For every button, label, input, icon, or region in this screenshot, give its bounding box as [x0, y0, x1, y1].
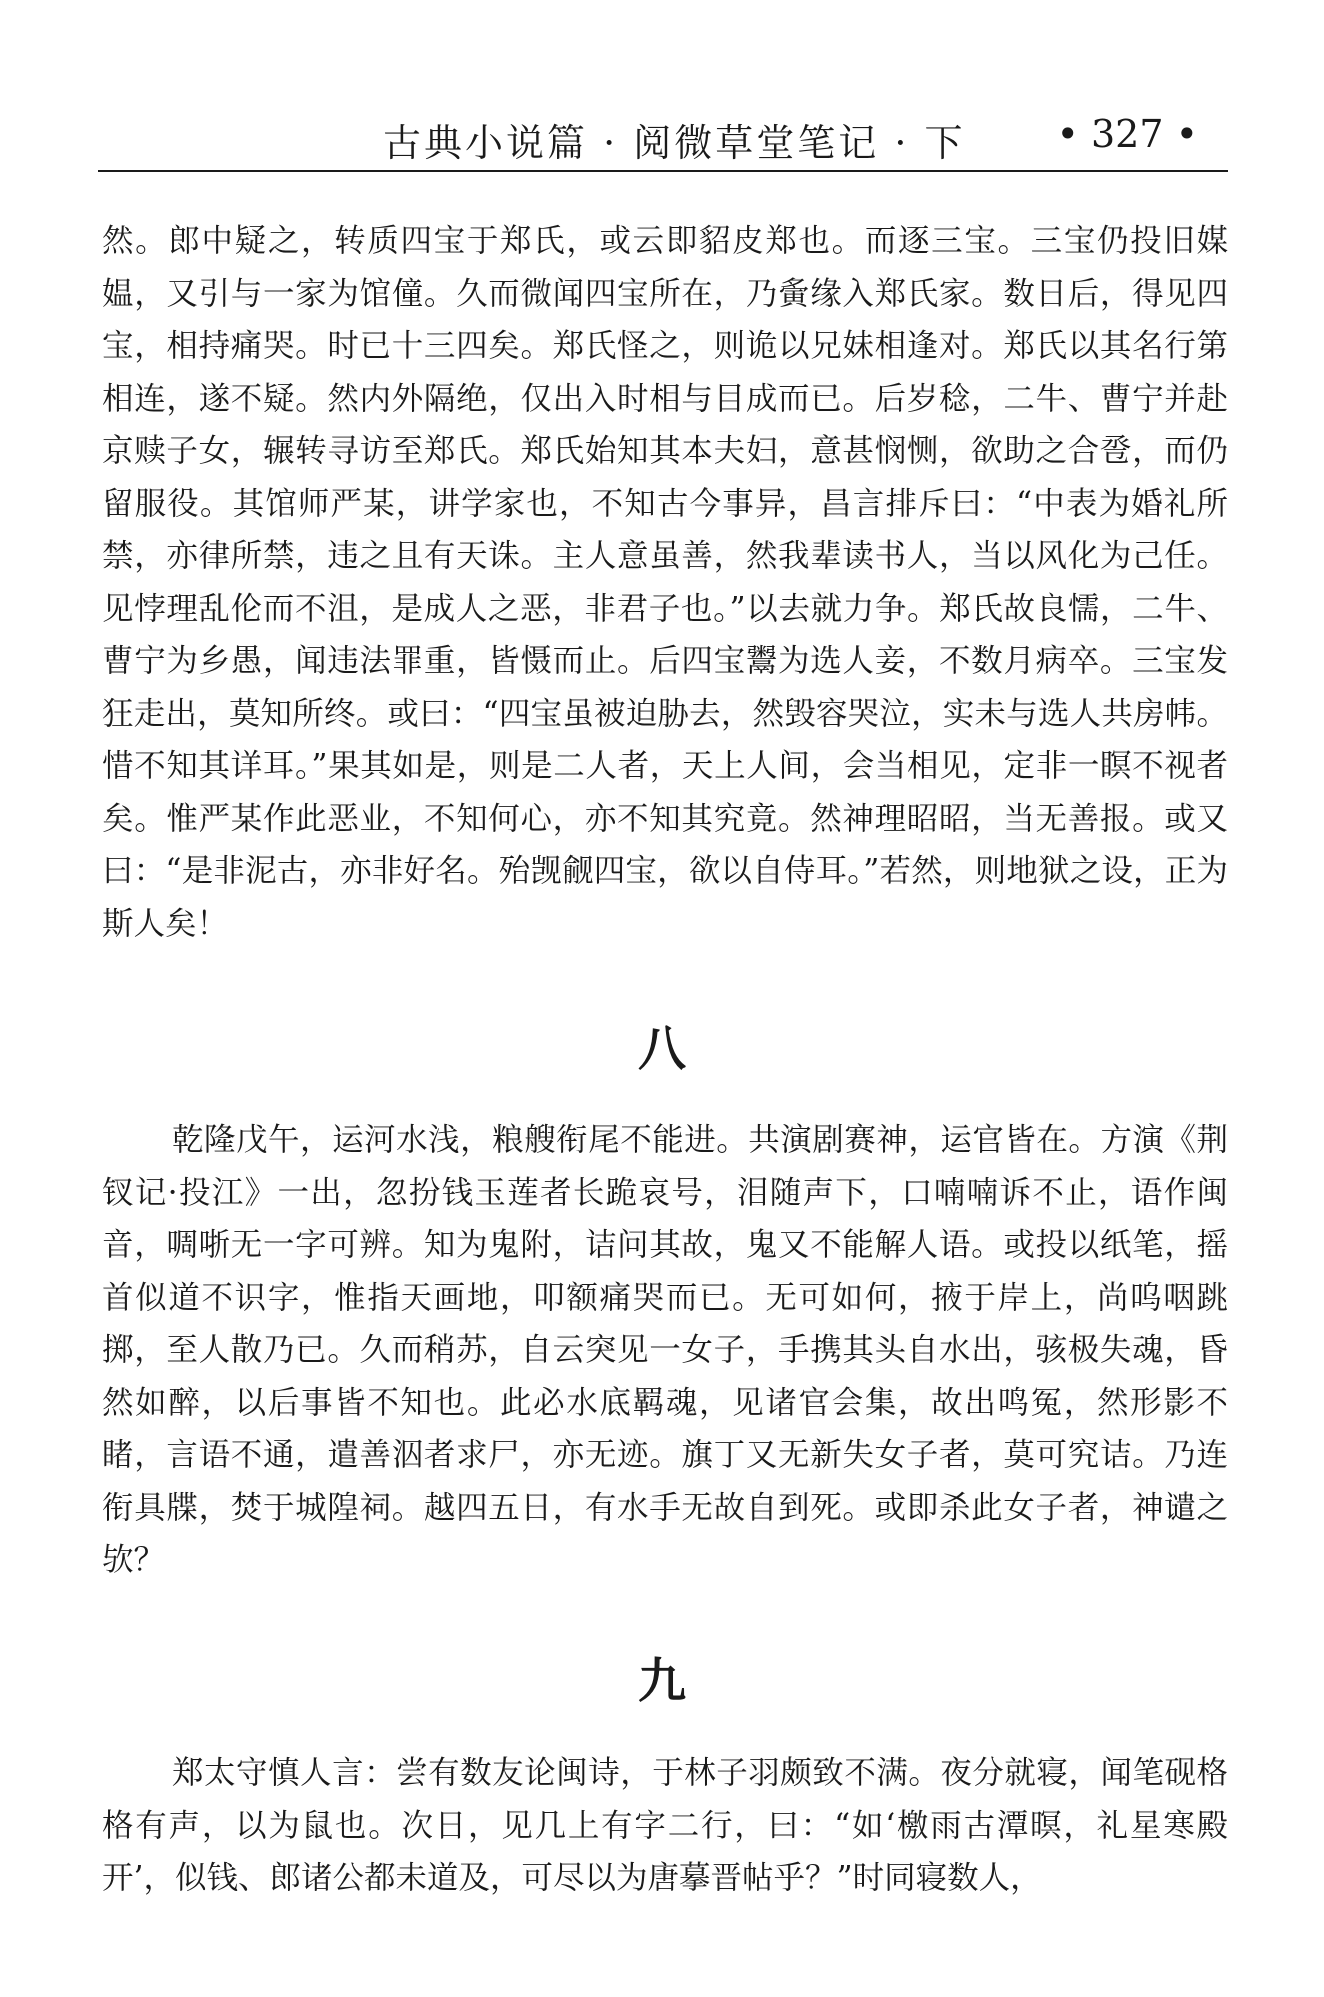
section-heading-9: 九: [637, 1653, 686, 1709]
header-title: 古典小说篇 · 阅微草堂笔记 · 下: [383, 121, 966, 165]
section-heading-8: 八: [637, 1021, 686, 1077]
header-rule: [98, 170, 1228, 172]
paragraph-section-8: 乾隆戊午，运河水浅，粮艘衔尾不能进。共演剧赛神，运官皆在。方演《荆钗记·投江》一出，忽扮钱玉莲者长跪哀号，泪随声下，口喃喃诉不止，语作闽音，啁哳无一字可辨。知为鬼附，诘问其故，鬼又不能解人语。或投以纸笔，摇首似道不识字，惟指天画地，叩额痛哭而已。无可如何，掖于岸上，尚呜咽跳掷，至人散乃已。久而稍苏，自云突见一女子，手携其头自水出，骇极失魂，昏然如醉，以后事皆不知也。此必水底羁魂，见诸官会集，故出鸣冤，然形影不睹，言语不通，遣善泅者求尸，亦无迹。旗丁又无新失女子者，莫可究诘。乃连衔具牒，焚于城隍祠。越四五日，有水手无故自到死。或即杀此女子者，神谴之欤？: [102, 1122, 1228, 1578]
paragraph-continued: 然。郎中疑之，转质四宝于郑氏，或云即貂皮郑也。而逐三宝。三宝仍投旧媒媪，又引与一家为馆僮。久而微闻四宝所在，乃夤缘入郑氏家。数日后，得见四宝，相持痛哭。时已十三四矣。郑氏怪之，则诡以兄妹相逢对。郑氏以其名行第相连，遂不疑。然内外隔绝，仅出入时相与目成而已。后岁稔，二牛、曹宁并赴京赎子女，辗转寻访至郑氏。郑氏始知其本夫妇，意甚悯恻，欲助之合卺，而仍留服役。其馆师严某，讲学家也，不知古今事异，昌言排斥曰：“中表为婚礼所禁，亦律所禁，违之且有天诛。主人意虽善，然我辈读书人，当以风化为己任。见悖理乱伦而不沮，是成人之恶，非君子也。”以去就力争。郑氏故良懦，二牛、曹宁为乡愚，闻违法罪重，皆慑而止。后四宝鬻为选人妾，不数月病卒。三宝发狂走出，莫知所终。或曰：“四宝虽被迫胁去，然毁容哭泣，实未与选人共房帏。惜不知其详耳。”果其如是，则是二人者，天上人间，会当相见，定非一瞑不视者矣。惟严某作此恶业，不知何心，亦不知其究竟。然神理昭昭，当无善报。或又曰：“是非泥古，亦非好名。殆觊觎四宝，欲以自侍耳。”若然，则地狱之设，正为斯人矣！: [102, 223, 1228, 942]
paragraph-section-9: 郑太守慎人言：尝有数友论闽诗，于林子羽颇致不满。夜分就寝，闻笔砚格格有声，以为鼠也。次日，见几上有字二行，曰：“如‘檄雨古潭暝，礼星寒殿开’，似钱、郎诸公都未道及，可尽以为唐摹晋帖乎？”时同寝数人，: [102, 1755, 1228, 1896]
running-header: [98, 106, 1228, 166]
page-number: • 327 •: [1056, 112, 1198, 156]
